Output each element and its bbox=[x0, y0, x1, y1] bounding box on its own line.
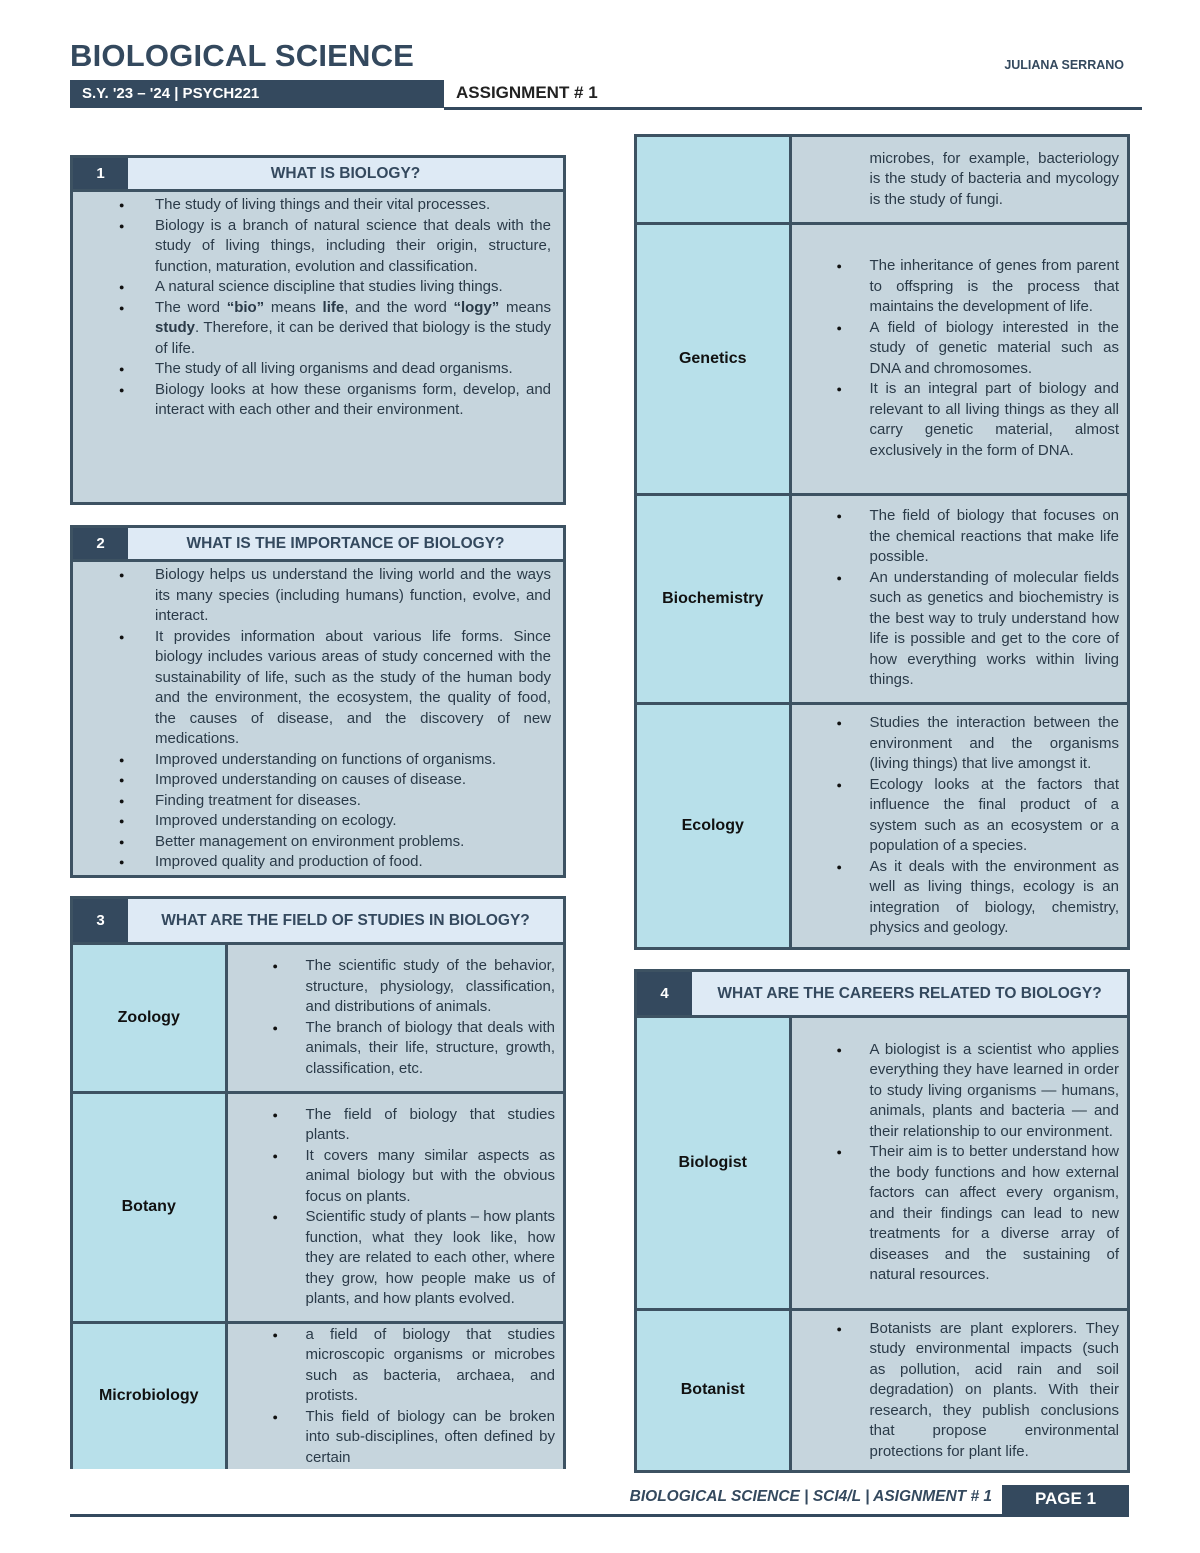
list-item: ● The field of biology that studies plants. bbox=[306, 1105, 556, 1146]
section-number: 2 bbox=[73, 528, 128, 559]
field-name-microbiology: Microbiology bbox=[73, 1322, 226, 1469]
section-number: 1 bbox=[73, 158, 128, 189]
list-item: ● It covers many similar aspects as animal biology but with the obvious focus on plants. bbox=[306, 1146, 556, 1208]
list-item: ● A biologist is a scientist who applies everything they have learned in order to study living organisms — humans, animals, plants and bacteria — and their relationship to our environment. bbox=[870, 1040, 1120, 1143]
assignment-label: ASSIGNMENT # 1 bbox=[456, 83, 598, 102]
section-fields-continued bbox=[634, 134, 1130, 950]
page-label: PAGE bbox=[1034, 1489, 1082, 1508]
text-run: means bbox=[264, 298, 323, 316]
list-item: ● Better management on environment problems. bbox=[155, 832, 551, 853]
list-item: ● A field of biology interested in the study of genetic material such as DNA and chromosomes. bbox=[870, 318, 1120, 380]
table-row bbox=[73, 1322, 563, 1469]
list-item bbox=[155, 298, 551, 360]
bullet-list bbox=[73, 192, 563, 421]
field-name-ecology: Ecology bbox=[637, 703, 790, 947]
list-item: ● The branch of biology that deals with animals, their life, structure, growth, classification, etc. bbox=[306, 1018, 556, 1080]
bullet-list bbox=[792, 1040, 1128, 1286]
list-item: ● Studies the interaction between the environment and the organisms (living things) that live amongst it. bbox=[870, 713, 1120, 775]
career-name-biologist: Biologist bbox=[637, 1018, 790, 1309]
table-row bbox=[73, 945, 563, 1092]
careers-table bbox=[637, 1018, 1127, 1470]
list-item: ● Biology helps us understand the living world and the ways its many species (including humans) function, evolve, and interact. bbox=[155, 565, 551, 627]
term-bio: “bio” bbox=[226, 298, 265, 316]
section-importance-of-biology bbox=[70, 525, 566, 878]
list-item: ● Improved understanding on functions of organisms. bbox=[155, 750, 551, 771]
bullet-list bbox=[228, 1105, 564, 1310]
career-description bbox=[790, 1309, 1127, 1470]
section-careers bbox=[634, 969, 1130, 1473]
table-row bbox=[637, 137, 1127, 223]
text-run: The word bbox=[155, 298, 227, 316]
footer-text: BIOLOGICAL SCIENCE | SCI4/L | ASIGNMENT # 1 bbox=[629, 1488, 992, 1505]
career-description bbox=[790, 1018, 1127, 1309]
section-header bbox=[73, 528, 563, 562]
list-item: ● As it deals with the environment as well as living things, ecology is an integration of biology, chemistry, physics and geology. bbox=[870, 857, 1120, 939]
text-run: means bbox=[499, 298, 551, 316]
term-study: study bbox=[155, 319, 196, 336]
list-item: ● Biology is a branch of natural science that deals with the study of living things, including their origin, structure, function, maturation, evolution and classification. bbox=[155, 216, 551, 278]
career-name-botanist: Botanist bbox=[637, 1309, 790, 1470]
section-title: WHAT ARE THE CAREERS RELATED TO BIOLOGY? bbox=[692, 972, 1127, 1015]
field-name-zoology: Zoology bbox=[73, 945, 226, 1092]
table-row bbox=[73, 1092, 563, 1322]
fields-table bbox=[73, 945, 563, 1469]
list-item: ● The field of biology that focuses on the chemical reactions that make life possible. bbox=[870, 506, 1120, 568]
field-name-genetics: Genetics bbox=[637, 223, 790, 494]
list-item: ● Scientific study of plants – how plants function, what they look like, how they are related to each other, where they grow, how people make us of plants, and how plants evolved. bbox=[306, 1207, 556, 1310]
school-year-bar: S.Y. '23 – '24 | PSYCH221 bbox=[70, 80, 444, 108]
bullet-list bbox=[228, 1325, 564, 1469]
list-item: ● Biology looks at how these organisms form, develop, and interact with each other and their environment. bbox=[155, 380, 551, 421]
field-description bbox=[226, 1092, 563, 1322]
table-row bbox=[637, 703, 1127, 947]
section-title: WHAT IS BIOLOGY? bbox=[128, 158, 563, 189]
bullet-list bbox=[228, 956, 564, 1079]
list-item: ● Botanists are plant explorers. They study environmental impacts (such as pollution, acid rain and soil degradation) on plants. With their research, they publish conclusions that propose environmental protections for plant life. bbox=[870, 1319, 1120, 1463]
list-item: ● The study of all living organisms and dead organisms. bbox=[155, 359, 551, 380]
list-item: ● It is an integral part of biology and relevant to all living things as they all carry genetic material, almost exclusively in the form of DNA. bbox=[870, 379, 1120, 461]
section-header bbox=[637, 972, 1127, 1018]
bullet-list bbox=[792, 256, 1128, 461]
field-description bbox=[790, 223, 1127, 494]
list-item: ● Improved understanding on ecology. bbox=[155, 811, 551, 832]
list-item: ● Finding treatment for diseases. bbox=[155, 791, 551, 812]
list-item: ● Improved understanding on causes of disease. bbox=[155, 770, 551, 791]
list-item: ● The study of living things and their vital processes. bbox=[155, 195, 551, 216]
field-name-empty bbox=[637, 137, 790, 223]
bullet-list bbox=[73, 562, 563, 873]
page-number-box bbox=[1002, 1485, 1129, 1515]
field-name-botany: Botany bbox=[73, 1092, 226, 1322]
list-item: ● Ecology looks at the factors that influence the final product of a system such as an ecosystem or a population of a species. bbox=[870, 775, 1120, 857]
table-row bbox=[637, 494, 1127, 703]
field-description bbox=[226, 1322, 563, 1469]
field-description bbox=[790, 494, 1127, 703]
table-row bbox=[637, 223, 1127, 494]
section-header bbox=[73, 158, 563, 192]
field-description bbox=[226, 945, 563, 1092]
section-title: WHAT ARE THE FIELD OF STUDIES IN BIOLOGY? bbox=[128, 899, 563, 942]
list-item: ● It provides information about various life forms. Since biology includes various areas of study concerned with the sustainability of life, such as the study of the human body and the environment, the ecosystem, the quality of food, the causes of disease, and the discovery of new medications. bbox=[155, 627, 551, 750]
table-row bbox=[637, 1309, 1127, 1470]
fields-table-continued bbox=[637, 137, 1127, 947]
table-row bbox=[637, 1018, 1127, 1309]
bullet-list bbox=[792, 506, 1128, 691]
text-run: , and the word bbox=[344, 298, 454, 316]
list-item: ● Improved quality and production of food. bbox=[155, 852, 551, 873]
list-item: ● Their aim is to better understand how the body functions and how external factors can affect every organism, and their findings can lead to new treatments for a diverse array of diseases and the sustaining of natural resources. bbox=[870, 1142, 1120, 1286]
bullet-list bbox=[792, 713, 1128, 939]
term-life: life bbox=[322, 298, 345, 316]
field-description bbox=[790, 703, 1127, 947]
document-title: BIOLOGICAL SCIENCE bbox=[70, 38, 415, 73]
term-logy: “logy” bbox=[453, 298, 500, 316]
section-header bbox=[73, 899, 563, 945]
bullet-list bbox=[792, 1319, 1128, 1463]
list-item: ● The scientific study of the behavior, structure, physiology, classification, and distributions of animals. bbox=[306, 956, 556, 1018]
header-rule bbox=[444, 107, 1142, 110]
list-item: ● A natural science discipline that studies living things. bbox=[155, 277, 551, 298]
list-item: ● An understanding of molecular fields such as genetics and biochemistry is the best way to truly understand how life is possible and get to the core of how everything works within living things. bbox=[870, 568, 1120, 691]
list-item: ● a field of biology that studies microscopic organisms or microbes such as bacteria, archaea, and protists. bbox=[306, 1325, 556, 1407]
continued-text: microbes, for example, bacteriology is the study of bacteria and mycology is the study of fungi. bbox=[869, 149, 1119, 208]
footer-rule bbox=[70, 1514, 1129, 1517]
list-item: ● The inheritance of genes from parent to offspring is the process that maintains the development of life. bbox=[870, 256, 1120, 318]
text-run: . Therefore, it can be derived that biology is the study of life. bbox=[155, 319, 551, 357]
author-name: JULIANA SERRANO bbox=[1004, 58, 1124, 72]
section-title: WHAT IS THE IMPORTANCE OF BIOLOGY? bbox=[128, 528, 563, 559]
section-number: 3 bbox=[73, 899, 128, 942]
field-name-biochemistry: Biochemistry bbox=[637, 494, 790, 703]
section-number: 4 bbox=[637, 972, 692, 1015]
list-item: ● This field of biology can be broken into sub-disciplines, often defined by certain bbox=[306, 1407, 556, 1469]
section-fields-of-study bbox=[70, 896, 566, 1469]
field-description bbox=[790, 137, 1127, 223]
section-what-is-biology bbox=[70, 155, 566, 505]
page-number: 1 bbox=[1086, 1489, 1097, 1508]
